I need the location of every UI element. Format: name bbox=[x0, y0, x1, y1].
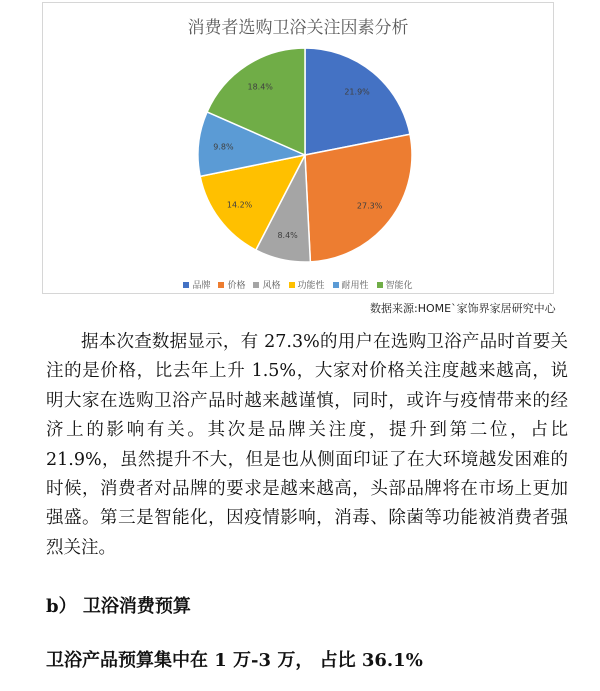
slice-label-1: 21.9% bbox=[344, 87, 370, 97]
section-heading: b） 卫浴消费预算 bbox=[46, 596, 191, 617]
legend-swatch bbox=[289, 282, 295, 288]
legend-swatch bbox=[333, 282, 339, 288]
legend-item bbox=[253, 278, 280, 291]
pie-slice-2 bbox=[305, 134, 412, 262]
legend-label: 功能性 bbox=[297, 281, 325, 291]
legend-swatch bbox=[377, 282, 383, 288]
legend-swatch bbox=[183, 282, 189, 288]
legend-label: 品牌 bbox=[192, 281, 211, 291]
legend-item bbox=[289, 278, 325, 291]
legend-item bbox=[183, 278, 210, 291]
slice-label-5: 9.8% bbox=[213, 142, 234, 152]
chart-legend bbox=[43, 278, 553, 291]
pie-svg bbox=[43, 3, 553, 293]
legend-label: 智能化 bbox=[385, 281, 413, 291]
legend-label: 耐用性 bbox=[341, 281, 369, 291]
legend-item bbox=[218, 278, 245, 291]
legend-swatch bbox=[218, 282, 224, 288]
slice-label-3: 8.4% bbox=[277, 231, 298, 241]
legend-swatch bbox=[253, 282, 259, 288]
body-paragraph: 据本次查数据显示，有 27.3%的用户在选购卫浴产品时首要关注的是价格，比去年上升 1.5%，大家对价格关注度越来越高，说明大家在选购卫浴产品时越来越谨慎，同时，或许与疫情带来的经济上的影响有关。其次是品牌关注度，提升到第二位，占比 21.9%，虽然提升不大，但是也从侧面印证了在大环境越发困难的时候，消费者对品牌的要求是越来越高，头部品牌将在市场上更加强盛。第三是智能化，因疫情影响，消毒、除菌等功能被消费者强烈关注。 bbox=[46, 332, 568, 558]
slice-label-2: 27.3% bbox=[356, 201, 383, 211]
slice-label-6: 18.4% bbox=[247, 82, 273, 92]
budget-subheading: 卫浴产品预算集中在 1 万-3 万， 占比 36.1% bbox=[46, 650, 423, 671]
legend-label: 风格 bbox=[262, 281, 281, 291]
source-note: 数据来源:HOME`家饰界家居研究中心 bbox=[370, 302, 556, 315]
legend-item bbox=[377, 278, 413, 291]
slice-label-4: 14.2% bbox=[226, 200, 253, 210]
pie-chart bbox=[42, 2, 554, 294]
legend-label: 价格 bbox=[227, 281, 246, 291]
chart-title: 消费者选购卫浴关注因素分析 bbox=[187, 18, 409, 38]
legend-item bbox=[333, 278, 369, 291]
